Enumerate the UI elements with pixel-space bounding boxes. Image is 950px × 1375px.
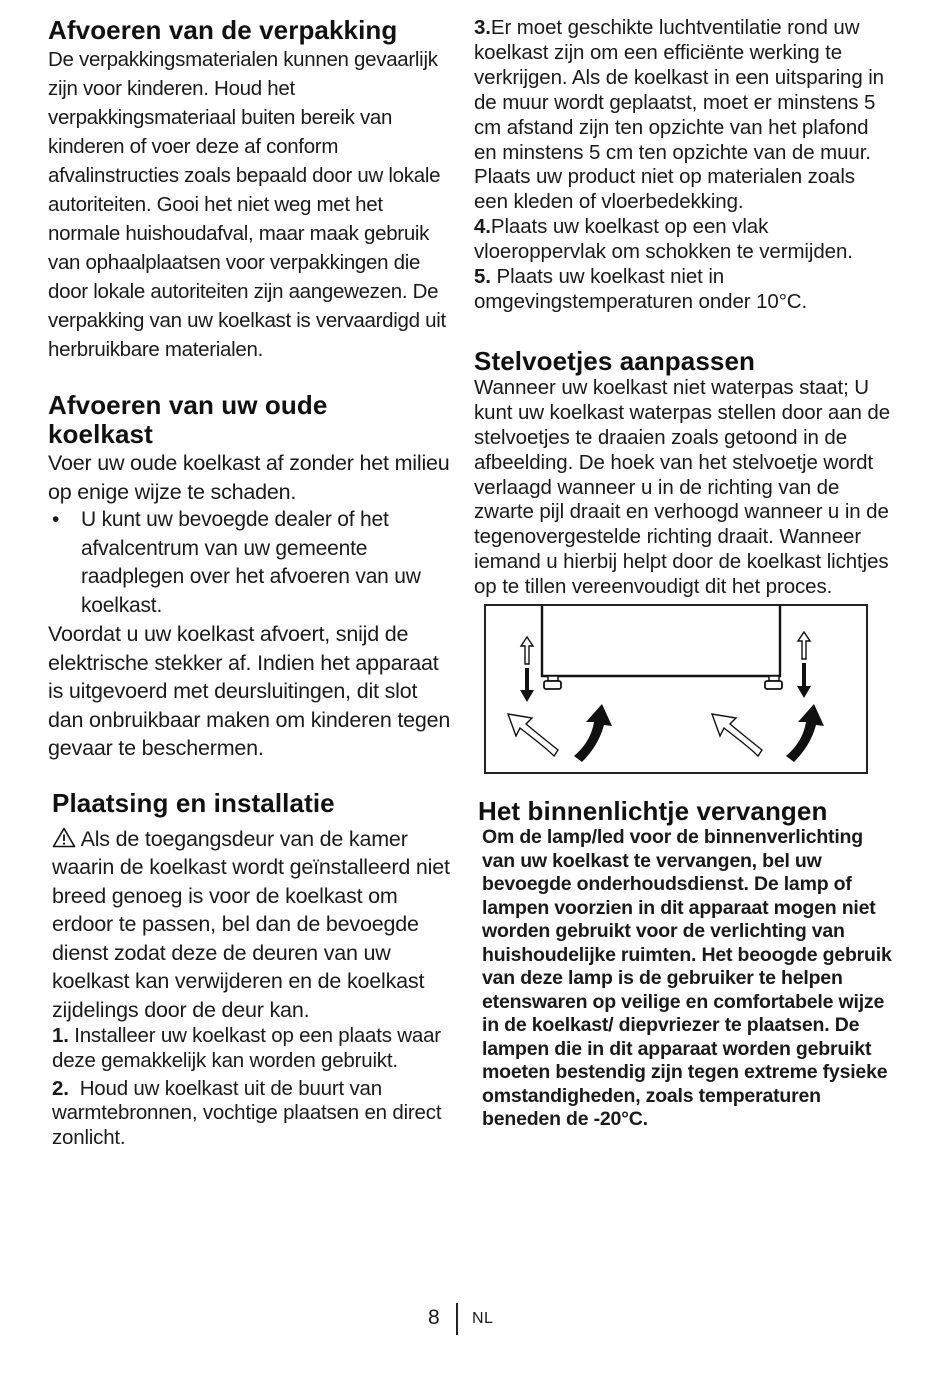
list-item <box>474 215 894 265</box>
heading-packaging-disposal: Afvoeren van de verpakking <box>48 15 398 45</box>
footer-divider <box>456 1303 458 1335</box>
item-text: Plaats uw koelkast op een vlak vloeroppervlak om schokken te vermijden. <box>474 215 853 264</box>
heading-old-fridge-disposal <box>48 391 453 449</box>
page-number: 8 <box>428 1306 440 1329</box>
warning-paragraph <box>52 825 453 1025</box>
adjust-feet-text: Wanneer uw koelkast niet waterpas staat; U kunt uw koelkast waterpas stellen door aan de stelvoetjes te draaien zoals getoond in de afbeelding. De hoek van het stelvoetje wordt verlaagd wanneer u in de richting van de zwarte pijl draait en verhoogd wanneer u in de tegenovergestelde richting draait. Wanneer iemand u hierbij helpt door de koelkast lichtjes op te tillen vereenvoudigt dit het proces. <box>474 375 891 599</box>
heading-line-1: Afvoeren van uw oude <box>48 390 328 420</box>
list-item <box>52 1024 453 1074</box>
warning-text: Als de toegangsdeur van de kamer waarin de koelkast wordt geïnstalleerd niet breed genoeg is voor de koelkast om erdoor te passen, bel dan de bevoegde dienst zodat deze de deuren van uw koelkast kan verwijderen en de koelkast zijdelings door de deur kan. <box>52 826 450 1022</box>
item-text: Houd uw koelkast uit de buurt van warmtebronnen, vochtige plaatsen en direct zonlicht. <box>52 1076 442 1150</box>
item-number: 4. <box>474 215 491 239</box>
list-item <box>48 506 453 620</box>
heading-placement-installation: Plaatsing en installatie <box>52 787 335 818</box>
list-item <box>474 16 894 215</box>
item-number: 3. <box>474 16 491 39</box>
old-fridge-outro: Voordat u uw koelkast afvoert, snijd de elektrische stekker af. Indien het apparaat is uitgevoerd met deursluitingen, dit slot dan onbruikbaar maken om kinderen tegen gevaar te beschermen. <box>48 622 451 760</box>
list-item <box>52 1077 453 1151</box>
item-text: Plaats uw koelkast niet in omgevingstemperaturen onder 10°C. <box>474 265 808 313</box>
left-column <box>48 16 453 1151</box>
old-fridge-intro: Voer uw oude koelkast af zonder het milieu op enige wijze te schaden. <box>48 451 450 504</box>
item-number: 2. <box>52 1076 69 1100</box>
bullet-icon: • <box>52 508 60 531</box>
item-text: Er moet geschikte luchtventilatie rond uw koelkast zijn om een efficiënte werking te verkrijgen. Als de koelkast in een uitsparing in de muur wordt geplaatst, moet er minstens 5 cm afstand zijn ten opzichte van het plafond en minstens 5 cm ten opzichte van de muur. Plaats uw product niet op materialen zoals een kleden of vloerbedekking. <box>474 16 884 214</box>
warning-triangle-icon <box>52 827 76 847</box>
heading-line-2: koelkast <box>48 419 153 449</box>
bullet-text: U kunt uw bevoegde dealer of het afvalcentrum van uw gemeente raadplegen over het afvoeren van uw koelkast. <box>81 508 421 617</box>
leveling-feet-diagram <box>486 606 866 772</box>
packaging-disposal-text: De verpakkingsmaterialen kunnen gevaarlijk zijn voor kinderen. Houd het verpakkingsmateriaal buiten bereik van kinderen of voer deze af conform afvalinstructies zoals bepaald door uw lokale autoriteiten. Gooi het niet weg met het normale huishoudafval, maar maak gebruik van ophaalplaatsen voor verpakkingen die door lokale autoriteiten zijn aangewezen. De verpakking van uw koelkast is vervaardigd uit herbruikbare materialen. <box>48 48 446 361</box>
list-item <box>474 265 894 315</box>
heading-adjust-feet: Stelvoetjes aanpassen <box>474 345 756 376</box>
leveling-feet-illustration <box>484 604 868 774</box>
item-number: 1. <box>52 1024 69 1047</box>
replace-light-text: Om de lamp/led voor de binnenverlichting van uw koelkast te vervangen, bel uw bevoegde onderhoudsdienst. De lamp of lampen voorzien in dit apparaat mogen niet worden gebruikt voor de verlichting van huishoudelijke ruimten. Het beoogde gebruik van deze lamp is de gebruiker te helpen etenswaren op veilige en comfortabele wijze in de koelkast/ diepvriezer te plaatsen. De lampen die in dit apparaat worden gebruikt moeten bestendig zijn tegen extreme fysieke omstandigheden, zoals temperaturen beneden de -20°C. <box>482 826 892 1131</box>
item-text: Installeer uw koelkast op een plaats waar deze gemakkelijk kan worden gebruikt. <box>52 1024 441 1072</box>
item-number: 5. <box>474 265 491 289</box>
page-footer <box>0 1302 950 1336</box>
right-column <box>474 16 894 1132</box>
heading-replace-light: Het binnenlichtje vervangen <box>478 796 828 827</box>
language-code: NL <box>472 1310 494 1327</box>
